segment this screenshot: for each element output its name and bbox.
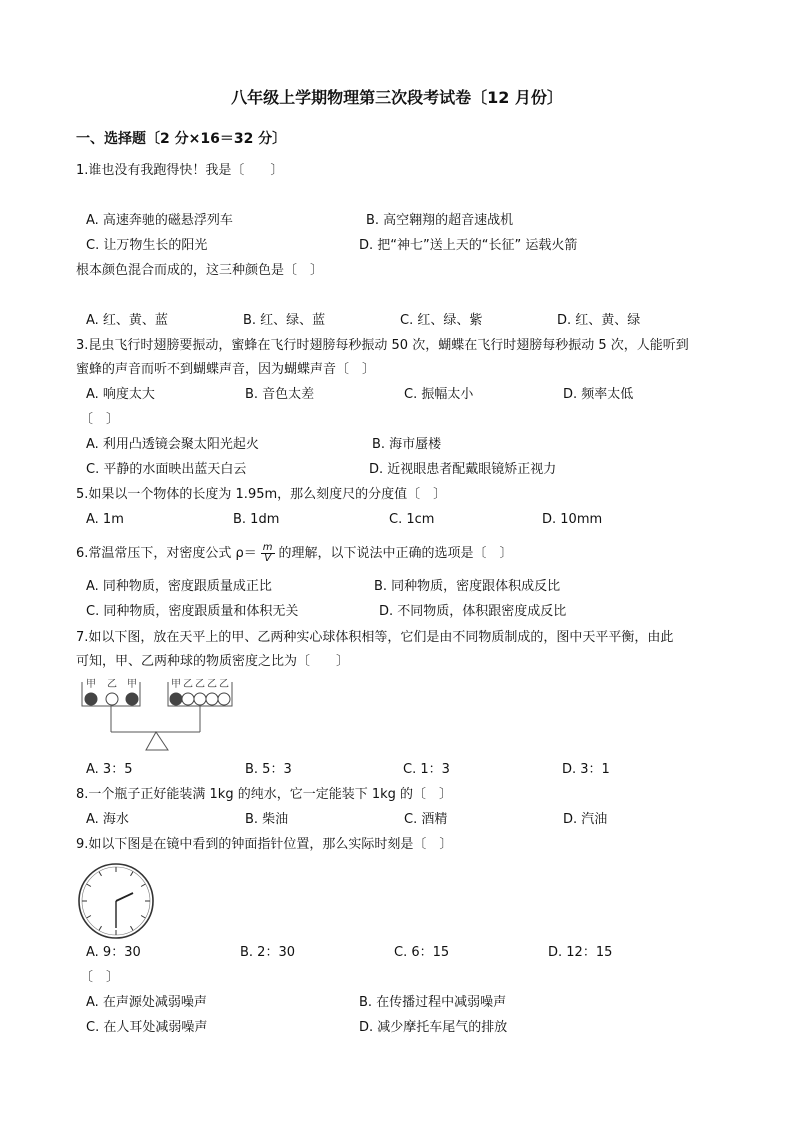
q8-stem: 8.一个瓶子正好能装满 1kg 的纯水，它一定能装下 1kg 的〔 〕 xyxy=(76,787,453,802)
q2-option-c: C. 红、绿、紫 xyxy=(400,313,483,328)
q10-option-a: A. 在声源处减弱噪声 xyxy=(86,995,207,1010)
q4-stem: 〔 〕 xyxy=(80,412,120,427)
ball-label: 甲 xyxy=(171,679,181,690)
q3-option-b: B. 音色太差 xyxy=(245,387,315,402)
q4-option-d: D. 近视眼患者配戴眼镜矫正视力 xyxy=(369,462,557,477)
ball-yi xyxy=(106,693,118,705)
ball-label: 乙 xyxy=(195,679,205,690)
q6-stem xyxy=(76,543,513,564)
q7-stem-line1: 7.如以下图，放在天平上的甲、乙两种实心球体积相等，它们是由不同物质制成的，图中天平平衡，由此 xyxy=(76,630,674,645)
q6-stem-pre: 6.常温常压下，对密度公式 ρ＝ xyxy=(76,546,257,561)
ball-jia xyxy=(170,693,182,705)
q3-stem-line2: 蜜蜂的声音而听不到蝴蝶声音，因为蝴蝶声音〔 〕 xyxy=(76,362,376,377)
q9-option-a: A. 9：30 xyxy=(86,945,141,960)
q4-option-a: A. 利用凸透镜会聚太阳光起火 xyxy=(86,437,259,452)
q7-option-b: B. 5：3 xyxy=(245,762,292,777)
q8-option-a: A. 海水 xyxy=(86,812,129,827)
fraction-numerator: m xyxy=(262,542,273,553)
q5-option-c: C. 1cm xyxy=(389,512,435,527)
q10-option-d: D. 减少摩托车尾气的排放 xyxy=(359,1020,508,1035)
mirror-clock-figure xyxy=(76,862,156,940)
q6-option-d: D. 不同物质，体积跟密度成反比 xyxy=(379,604,567,619)
ball-yi xyxy=(182,693,194,705)
q7-option-d: D. 3：1 xyxy=(562,762,610,777)
q8-option-c: C. 酒精 xyxy=(404,812,448,827)
q4-option-c: C. 平静的水面映出蓝天白云 xyxy=(86,462,247,477)
q1-option-c: C. 让万物生长的阳光 xyxy=(86,238,208,253)
ball-label: 甲 xyxy=(86,679,96,690)
q6-stem-post: 的理解，以下说法中正确的选项是〔 〕 xyxy=(278,546,513,561)
q3-stem-line1: 3.昆虫飞行时翅膀要振动，蜜蜂在飞行时翅膀每秒振动 50 次，蝴蝶在飞行时翅膀每秒振动 5 次，人能听到 xyxy=(76,338,689,353)
ball-label: 乙 xyxy=(219,679,229,690)
q3-option-a: A. 响度太大 xyxy=(86,387,155,402)
ball-label: 乙 xyxy=(183,679,193,690)
exam-title: 八年级上学期物理第三次段考试卷〔12 月份〕 xyxy=(231,88,563,107)
q9-option-d: D. 12：15 xyxy=(548,945,613,960)
ball-yi xyxy=(218,693,230,705)
q2-stem: 根本颜色混合而成的，这三种颜色是〔 〕 xyxy=(76,263,324,278)
q5-option-d: D. 10mm xyxy=(542,512,603,527)
q5-option-a: A. 1m xyxy=(86,512,124,527)
q7-option-a: A. 3：5 xyxy=(86,762,133,777)
ball-label: 乙 xyxy=(107,679,117,690)
q3-option-c: C. 振幅太小 xyxy=(404,387,474,402)
q1-option-d: D. 把“神七”送上天的“长征” 运载火箭 xyxy=(359,238,578,253)
q7-option-c: C. 1：3 xyxy=(403,762,450,777)
q6-option-c: C. 同种物质，密度跟质量和体积无关 xyxy=(86,604,299,619)
ball-jia xyxy=(126,693,138,705)
q6-option-b: B. 同种物质，密度跟体积成反比 xyxy=(374,579,561,594)
q7-stem-line2: 可知，甲、乙两种球的物质密度之比为〔 〕 xyxy=(76,654,350,669)
ball-label: 甲 xyxy=(127,679,137,690)
q9-option-c: C. 6：15 xyxy=(394,945,450,960)
q1-option-b: B. 高空翱翔的超音速战机 xyxy=(366,213,514,228)
q5-option-b: B. 1dm xyxy=(233,512,280,527)
q6-option-a: A. 同种物质，密度跟质量成正比 xyxy=(86,579,272,594)
q10-option-b: B. 在传播过程中减弱噪声 xyxy=(359,995,507,1010)
q10-option-c: C. 在人耳处减弱噪声 xyxy=(86,1020,208,1035)
q9-option-b: B. 2：30 xyxy=(240,945,295,960)
ball-label: 乙 xyxy=(207,679,217,690)
q10-stem: 〔 〕 xyxy=(80,970,120,985)
q3-option-d: D. 频率太低 xyxy=(563,387,634,402)
q8-option-b: B. 柴油 xyxy=(245,812,289,827)
balance-scale-figure xyxy=(76,674,236,754)
density-formula-fraction xyxy=(261,543,275,564)
q4-option-b: B. 海市蜃楼 xyxy=(372,437,442,452)
section-heading: 一、选择题〔2 分×16＝32 分〕 xyxy=(76,131,287,147)
ball-yi xyxy=(194,693,206,705)
fraction-denominator: V xyxy=(264,553,272,564)
q9-stem: 9.如以下图是在镜中看到的钟面指针位置，那么实际时刻是〔 〕 xyxy=(76,837,453,852)
q8-option-d: D. 汽油 xyxy=(563,812,608,827)
ball-yi xyxy=(206,693,218,705)
q2-option-b: B. 红、绿、蓝 xyxy=(243,313,326,328)
fulcrum-triangle xyxy=(146,732,168,750)
q1-option-a: A. 高速奔驰的磁悬浮列车 xyxy=(86,213,233,228)
ball-jia xyxy=(85,693,97,705)
q2-option-d: D. 红、黄、绿 xyxy=(557,313,641,328)
q1-stem: 1.谁也没有我跑得快！我是〔 〕 xyxy=(76,163,284,178)
q2-option-a: A. 红、黄、蓝 xyxy=(86,313,168,328)
q5-stem: 5.如果以一个物体的长度为 1.95m，那么刻度尺的分度值〔 〕 xyxy=(76,487,447,502)
